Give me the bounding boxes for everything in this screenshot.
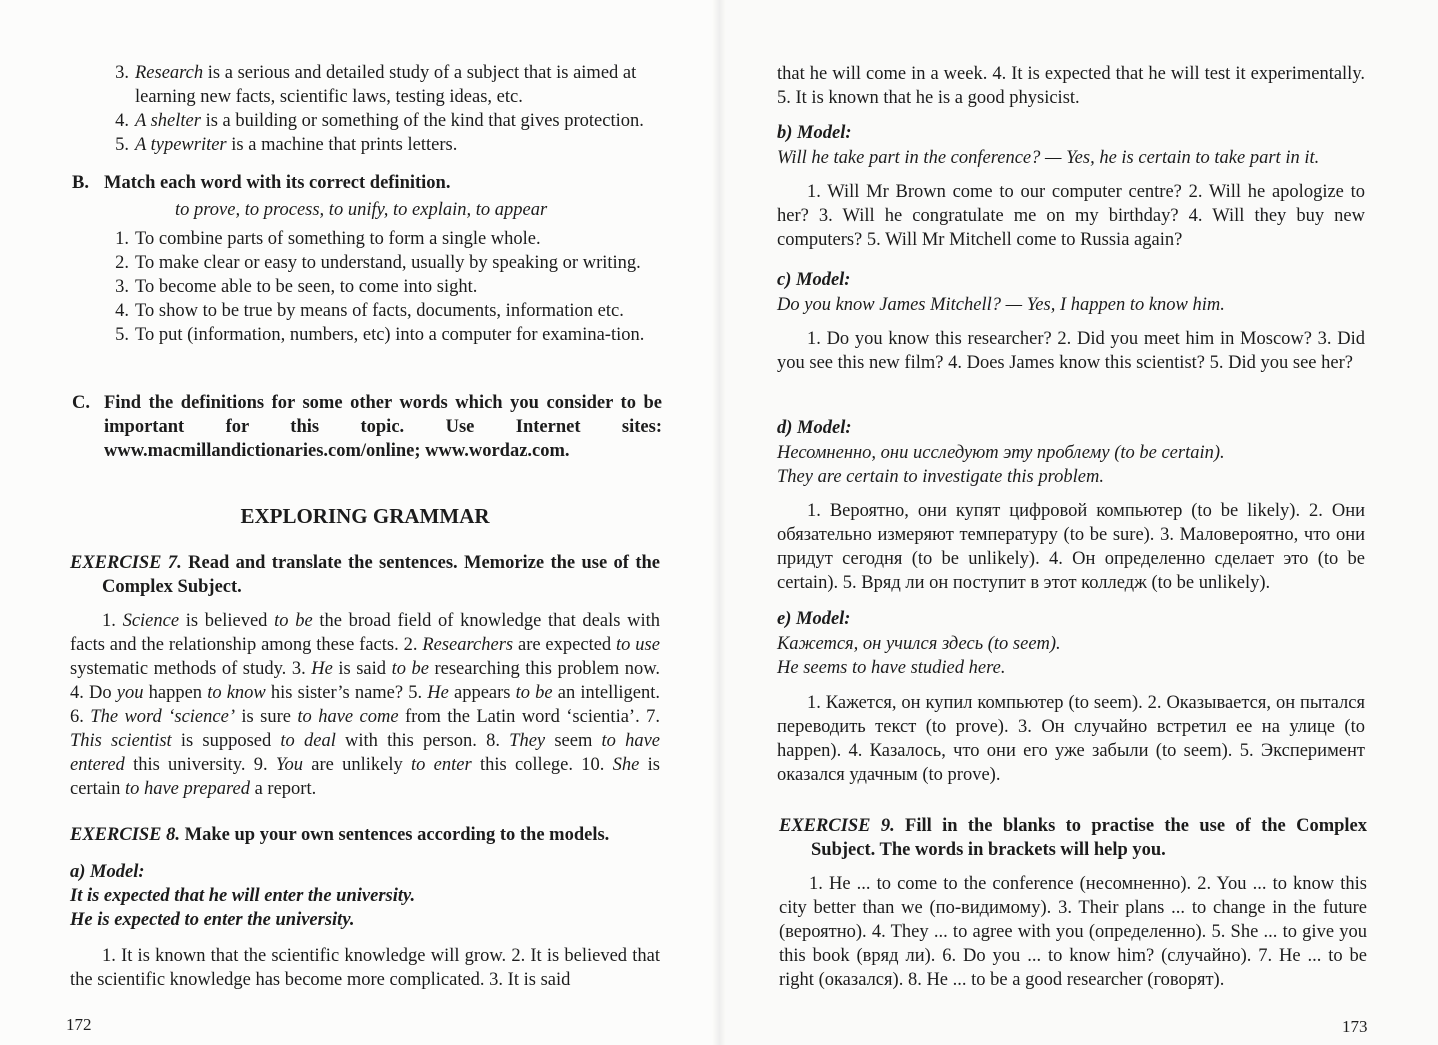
model-d-body: 1. Вероятно, они купят цифровой компьютер (to be likely). 2. Они обязательно измеряют температуру (to be sure). 3. Маловероятно, что они придут сегодня (to be unlikely). 4. Он определенно сделает это (to be certain). 5. Вряд ли он поступит в этот колледж (to be unlikely).	[777, 501, 1365, 593]
exercise-9-body: 1. He ... to come to the conference (несомненно). 2. You ... to know this city better than we (по-видимому). 3. Their plans ... to change in the future (вероятно). 4. They ... to agree with you (определенно). 5. She ... to give you this book (вряд ли). 6. Do you ... to know him? (случайно). 7. He ... to be right (оказался). 8. He ... to be a good researcher (говорят).	[779, 874, 1367, 990]
list-item: 4. To show to be true by means of facts, documents, information etc.	[115, 301, 624, 321]
model-b-label: b) Model:	[777, 123, 852, 143]
exercise-9-heading: EXERCISE 9. Fill in the blanks to practise the use of the Complex Subject. The words in brackets will help you.	[779, 816, 1367, 860]
model-b-line: Will he take part in the conference? — Yes, he is certain to take part in it.	[777, 148, 1320, 168]
model-d-line-1: Несомненно, они исследуют эту проблему (to be certain).	[777, 443, 1225, 463]
model-e-body: 1. Кажется, он купил компьютер (to seem). 2. Оказывается, он пытался переводить текст (to prove). 3. Он случайно встретил ее на улице (to happen). 4. Казалось, что они его уже забыли (to seem). 5. Эксперимент оказался удачным (to prove).	[777, 693, 1365, 785]
continuation-text: that he will come in a week. 4. It is expected that he will test it experimentally. 5. It is known that he is a good physicist.	[777, 64, 1365, 108]
exercise-8-body: 1. It is known that the scientific knowledge will grow. 2. It is believed that the scientific knowledge has become more complicated. 3. It is said	[70, 946, 660, 990]
exercise-7-body: 1. Science is believed to be the broad field of knowledge that deals with facts and the relationship among these facts. 2. Researchers are expected to use systematic methods of study. 3. He is said to be researching this problem now. 4. Do you happen to know his sister’s name? 5. He appears to be an intelligent. 6. The word ‘science’ is sure to have come from the Latin word ‘scientia’. 7. This scientist is supposed to deal with this person. 8. They seem to have entered this university. 9. You are unlikely to enter this college. 10. She is certain to have prepared a report.	[70, 611, 661, 799]
list-item: 5. A typewriter is a machine that prints letters.	[115, 135, 458, 155]
model-b-body: 1. Will Mr Brown come to our computer centre? 2. Will he apologize to her? 3. Will he congratulate me on my birthday? 4. Will they buy new computers? 5. Will Mr Mitchell come to Russia again?	[777, 182, 1365, 250]
list-item: 2. To make clear or easy to understand, usually by speaking or writing.	[115, 253, 641, 273]
model-a-line-2: He is expected to enter the university.	[70, 910, 355, 930]
section-c: C. Find the definitions for some other words which you consider to be important for this topic. Use Internet sites: www.macmillandictionaries.com/online; www.wordaz.com.	[72, 393, 662, 461]
model-e-line-2: He seems to have studied here.	[777, 658, 1006, 678]
model-e-label: e) Model:	[777, 609, 851, 629]
list-item: 3. To become able to be seen, to come into sight.	[115, 277, 478, 297]
model-d-label: d) Model:	[777, 418, 852, 438]
page-number: 173	[1342, 1017, 1368, 1036]
page-number: 172	[66, 1015, 92, 1034]
model-c-label: c) Model:	[777, 270, 851, 290]
model-e-line-1: Кажется, он учился здесь (to seem).	[777, 634, 1061, 654]
model-c-line: Do you know James Mitchell? — Yes, I happen to know him.	[777, 295, 1225, 315]
model-c-body: 1. Do you know this researcher? 2. Did you meet him in Moscow? 3. Did you see this new film? 4. Does James know this scientist? 5. Did you see her?	[777, 329, 1365, 373]
model-d-line-2: They are certain to investigate this problem.	[777, 467, 1104, 487]
right-page	[719, 0, 1438, 1045]
section-b-list	[105, 227, 665, 347]
exercise-7-heading: EXERCISE 7. Read and translate the sentences. Memorize the use of the Complex Subject.	[70, 553, 660, 597]
definitions-list	[105, 61, 665, 157]
list-item: 3. Research is a serious and detailed study of a subject that is aimed at learning new facts, scientific laws, testing ideas, etc.	[115, 63, 637, 107]
model-a-label: a) Model:	[70, 862, 145, 882]
section-heading: EXPLORING GRAMMAR	[240, 504, 490, 528]
list-item: 4. A shelter is a building or something of the kind that gives protection.	[115, 111, 644, 131]
model-a-line-1: It is expected that he will enter the university.	[70, 886, 416, 906]
exercise-8-heading: EXERCISE 8. Make up your own sentences according to the models.	[70, 825, 610, 845]
section-b-heading: B. Match each word with its correct definition.	[72, 173, 451, 193]
word-list: to prove, to process, to unify, to explain, to appear	[175, 200, 548, 220]
list-item: 5. To put (information, numbers, etc) into a computer for examina-tion.	[115, 325, 645, 345]
list-item: 1. To combine parts of something to form a single whole.	[115, 229, 541, 249]
book-gutter	[712, 0, 726, 1045]
